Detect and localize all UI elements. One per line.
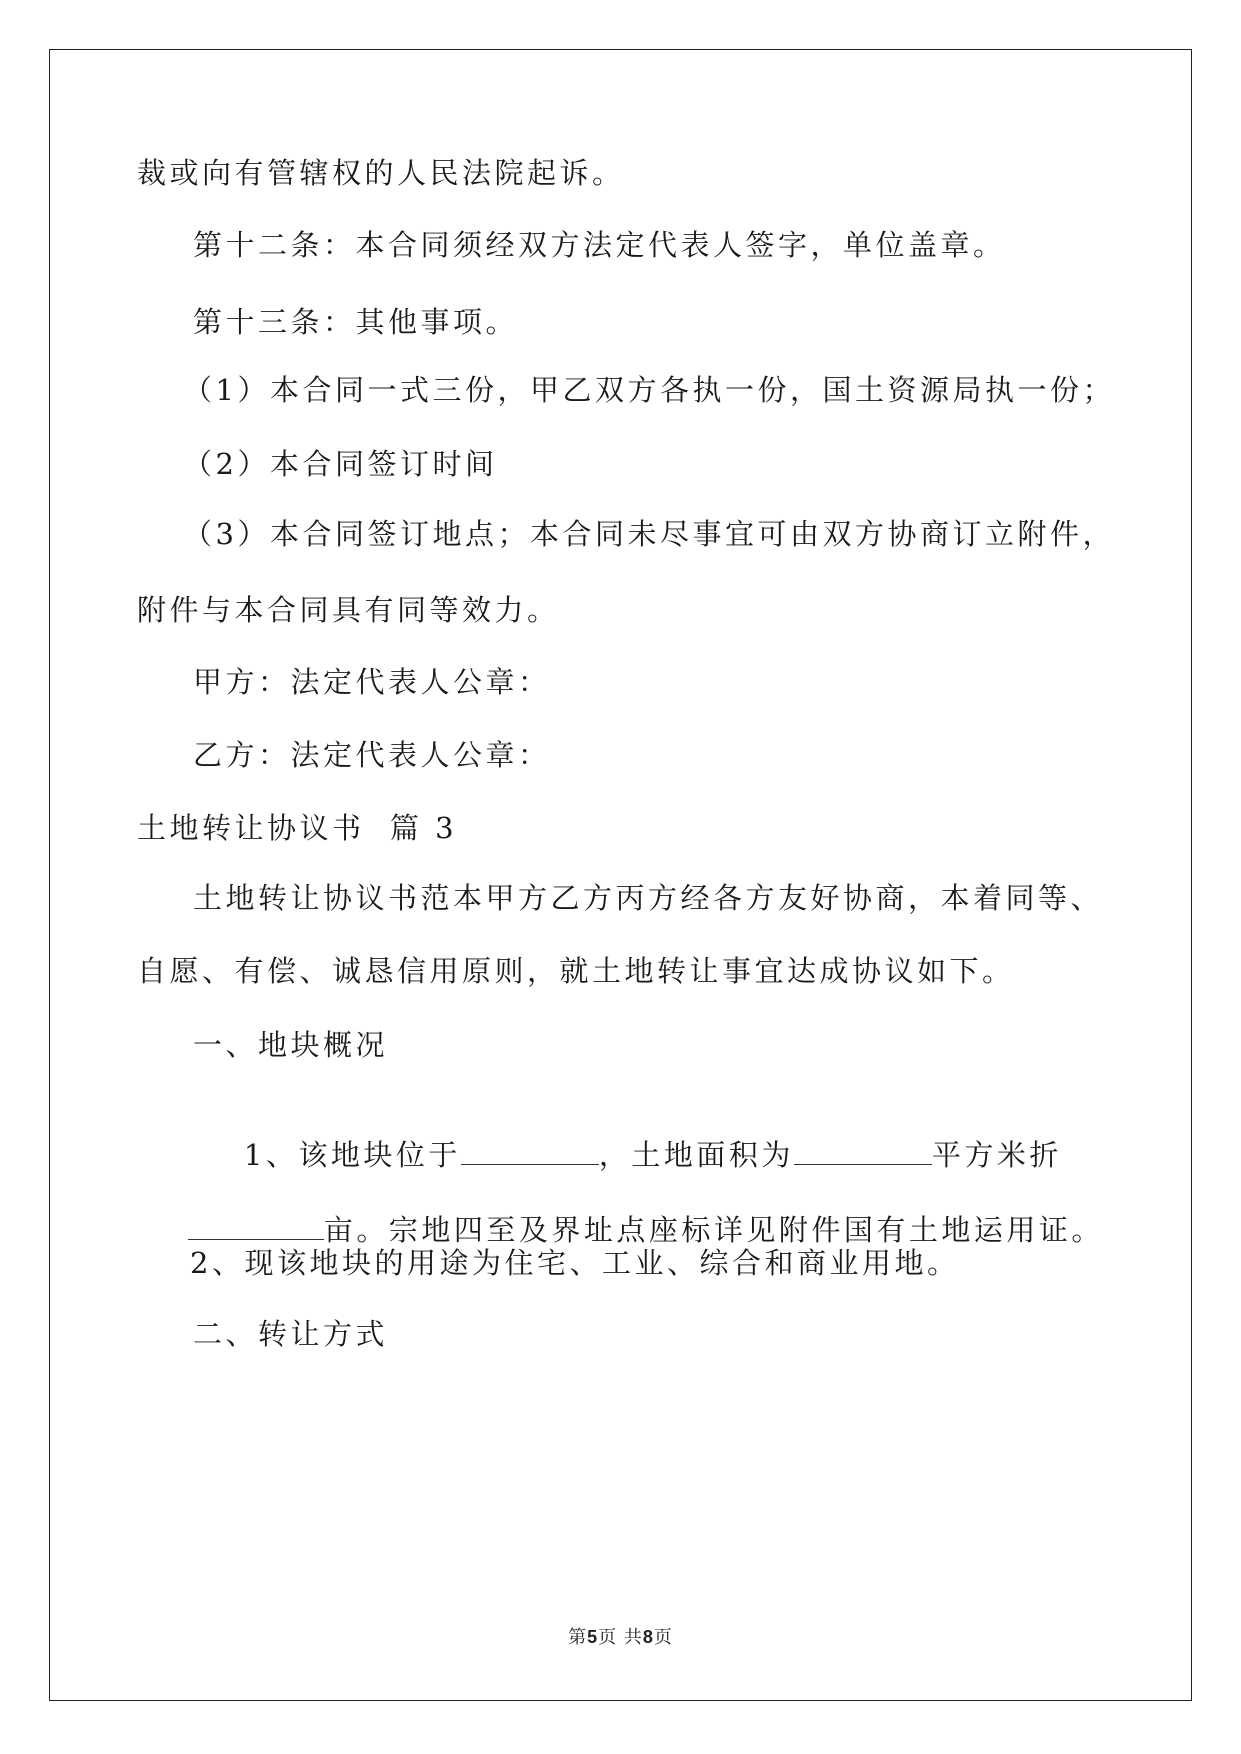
footer-mid: 页 共 [598,1627,643,1648]
item-2-line: 2、现该地块的用途为住宅、工业、综合和商业用地。 [190,1246,960,1280]
total-page-number: 8 [642,1627,654,1647]
item-1-cont-text: 亩。宗地四至及界址点座标详见附件国有土地运用证。 [323,1213,1104,1247]
blank-location [461,1138,599,1165]
paragraph-line: 土地转让协议书范本甲方乙方丙方经各方友好协商，本着同等、 [193,881,1104,915]
paragraph-line: 裁或向有管辖权的人民法院起诉。 [137,156,625,190]
current-page-number: 5 [587,1627,599,1647]
footer-suffix: 页 [653,1627,673,1648]
paragraph-line: 甲方：法定代表人公章： [193,665,551,699]
paragraph-line: （3）本合同签订地点；本合同未尽事宜可由双方协商订立附件， [183,517,1115,551]
item-1-text-b: ，土地面积为 [598,1138,794,1172]
paragraph-line: 附件与本合同具有同等效力。 [137,593,560,627]
paragraph-line: 乙方：法定代表人公章： [193,738,551,772]
section-heading: 土地转让协议书 篇 3 [137,811,458,845]
footer-prefix: 第 [568,1627,588,1648]
page-footer [0,1623,1241,1649]
section-heading: 二、转让方式 [193,1317,389,1351]
blank-area [794,1138,932,1165]
paragraph-line: （1）本合同一式三份，甲乙双方各执一份，国土资源局执一份； [183,373,1115,407]
paragraph-line: 自愿、有偿、诚恳信用原则，就土地转让事宜达成协议如下。 [137,954,1015,988]
page-border [49,49,1192,1701]
item-1-text-c: 平方米折 [931,1138,1062,1172]
blank-mu [188,1213,324,1240]
paragraph-line: （2）本合同签订时间 [183,447,498,481]
paragraph-line: 第十二条：本合同须经双方法定代表人签字，单位盖章。 [193,228,1006,262]
item-1-text-a: 1、该地块位于 [243,1138,461,1172]
paragraph-line: 一、地块概况 [193,1028,389,1062]
paragraph-line: 第十三条：其他事项。 [193,305,519,339]
